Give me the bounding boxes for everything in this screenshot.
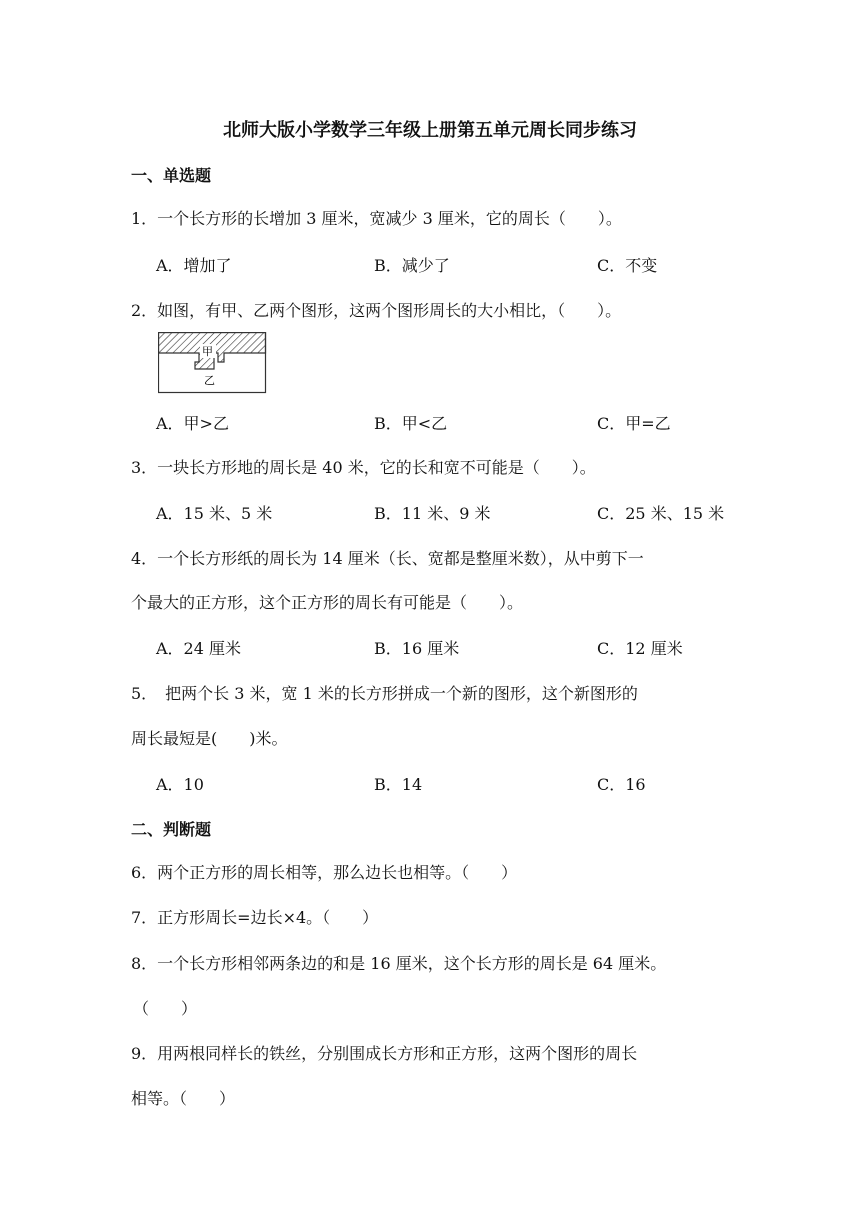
q5-option-c[interactable]: C．16 [597,775,646,794]
q3-option-b[interactable]: B．11 米、9 米 [374,504,491,523]
question-1: 1．一个长方形的长增加 3 厘米，宽减少 3 厘米，它的周长（ ）。 [131,209,622,228]
question-9-line-1: 9．用两根同样长的铁丝，分别围成长方形和正方形，这两个图形的周长 [131,1044,638,1063]
q1-option-b[interactable]: B．减少了 [374,256,450,275]
question-8-line-1: 8．一个长方形相邻两条边的和是 16 厘米，这个长方形的周长是 64 厘米。 [131,954,667,973]
section-heading-true-false: 二、判断题 [131,820,212,839]
question-5-line-1: 5． 把两个长 3 米，宽 1 米的长方形拼成一个新的图形，这个新图形的 [131,684,638,703]
page-title: 北师大版小学数学三年级上册第五单元周长同步练习 [223,120,637,141]
section-heading-single-choice: 一、单选题 [131,166,212,185]
q5-option-b[interactable]: B．14 [374,775,423,794]
q2-figure-svg [158,332,268,394]
question-6: 6．两个正方形的周长相等，那么边长也相等。（ ） [131,863,518,882]
q3-option-c[interactable]: C．25 米、15 米 [597,504,725,523]
q1-option-c[interactable]: C．不变 [597,256,658,275]
q4-option-c[interactable]: C．12 厘米 [597,639,683,658]
question-5-line-2: 周长最短是( )米。 [131,729,288,748]
question-4-line-1: 4．一个长方形纸的周长为 14 厘米（长、宽都是整厘米数），从中剪下一 [131,549,644,568]
q4-option-a[interactable]: A．24 厘米 [156,639,242,658]
question-8-line-2: （ ） [133,999,198,1018]
question-4-line-2: 个最大的正方形，这个正方形的周长有可能是（ ）。 [131,593,524,612]
q2-option-b[interactable]: B．甲<乙 [374,414,448,433]
q2-option-c[interactable]: C．甲=乙 [597,414,671,433]
q4-option-b[interactable]: B．16 厘米 [374,639,460,658]
q3-option-a[interactable]: A．15 米、5 米 [156,504,273,523]
q5-option-a[interactable]: A．10 [156,775,204,794]
question-7: 7．正方形周长=边长×4。（ ） [131,908,379,927]
question-9-line-2: 相等。（ ） [131,1089,236,1108]
q2-figure-jia-yi [158,332,268,398]
question-3: 3．一块长方形地的周长是 40 米，它的长和宽不可能是（ ）。 [131,458,596,477]
q1-option-a[interactable]: A．增加了 [156,256,232,275]
jia-label: 甲 [202,345,213,358]
yi-label: 乙 [204,374,215,387]
q2-option-a[interactable]: A．甲>乙 [156,414,229,433]
question-2: 2．如图，有甲、乙两个图形，这两个图形周长的大小相比，（ ）。 [131,301,622,320]
